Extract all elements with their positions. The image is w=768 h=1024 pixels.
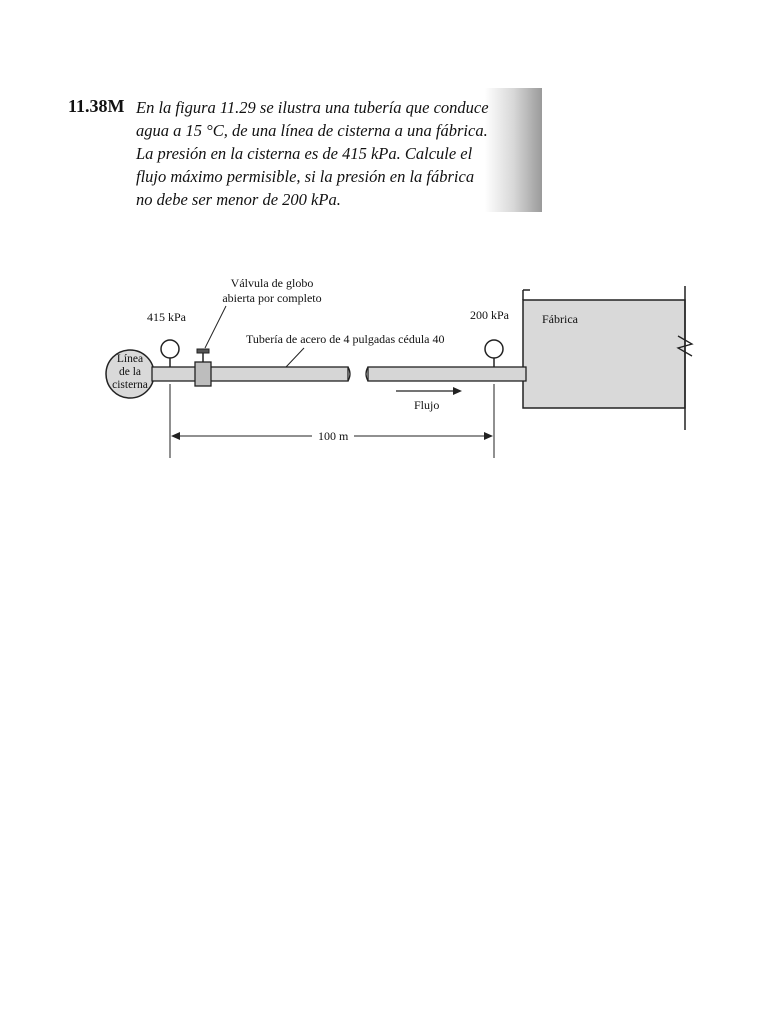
valve-label	[202, 276, 342, 306]
valve-label-line-2: abierta por completo	[222, 291, 322, 305]
factory-label: Fábrica	[542, 312, 578, 326]
pressure-gauge-left	[161, 340, 179, 358]
globe-valve-body	[195, 362, 211, 386]
cistern-label-line-1: Línea	[116, 353, 144, 365]
problem-text	[136, 96, 540, 211]
problem-line-5: no debe ser menor de 200 kPa.	[136, 190, 341, 209]
distance-label: 100 m	[318, 429, 349, 443]
cistern-label-line-2: de la	[118, 366, 142, 378]
dimension-arrow-right	[484, 432, 493, 440]
cistern-label	[106, 353, 154, 392]
flow-label: Flujo	[414, 398, 440, 412]
pipe-label: Tubería de acero de 4 pulgadas cédula 40	[246, 332, 445, 346]
problem-statement	[64, 88, 542, 212]
flow-arrow-head	[453, 387, 462, 395]
cistern-label-line-3: cisterna	[112, 379, 148, 391]
problem-line-3: La presión en la cisterna es de 415 kPa. Calcule el	[136, 144, 473, 163]
pipe-segment-left	[152, 367, 348, 381]
valve-leader-line	[205, 306, 226, 348]
globe-valve-handwheel	[197, 349, 209, 353]
dimension-arrow-left	[171, 432, 180, 440]
pipe-segment-right	[368, 367, 526, 381]
pipe-label-leader	[286, 348, 304, 367]
pipe-diagram-drawing	[96, 268, 700, 468]
problem-line-4: flujo máximo permisible, si la presión en la fábrica	[136, 167, 475, 186]
pressure-label-right: 200 kPa	[470, 308, 509, 322]
valve-label-line-1: Válvula de globo	[230, 276, 314, 290]
pipe-figure	[96, 268, 700, 468]
problem-line-2: agua a 15 °C, de una línea de cisterna a una fábrica.	[136, 121, 488, 140]
problem-line-1: En la figura 11.29 se ilustra una tubería que conduce	[136, 98, 489, 117]
pressure-label-left: 415 kPa	[147, 310, 186, 324]
problem-number: 11.38M	[68, 96, 125, 116]
pressure-gauge-right	[485, 340, 503, 358]
